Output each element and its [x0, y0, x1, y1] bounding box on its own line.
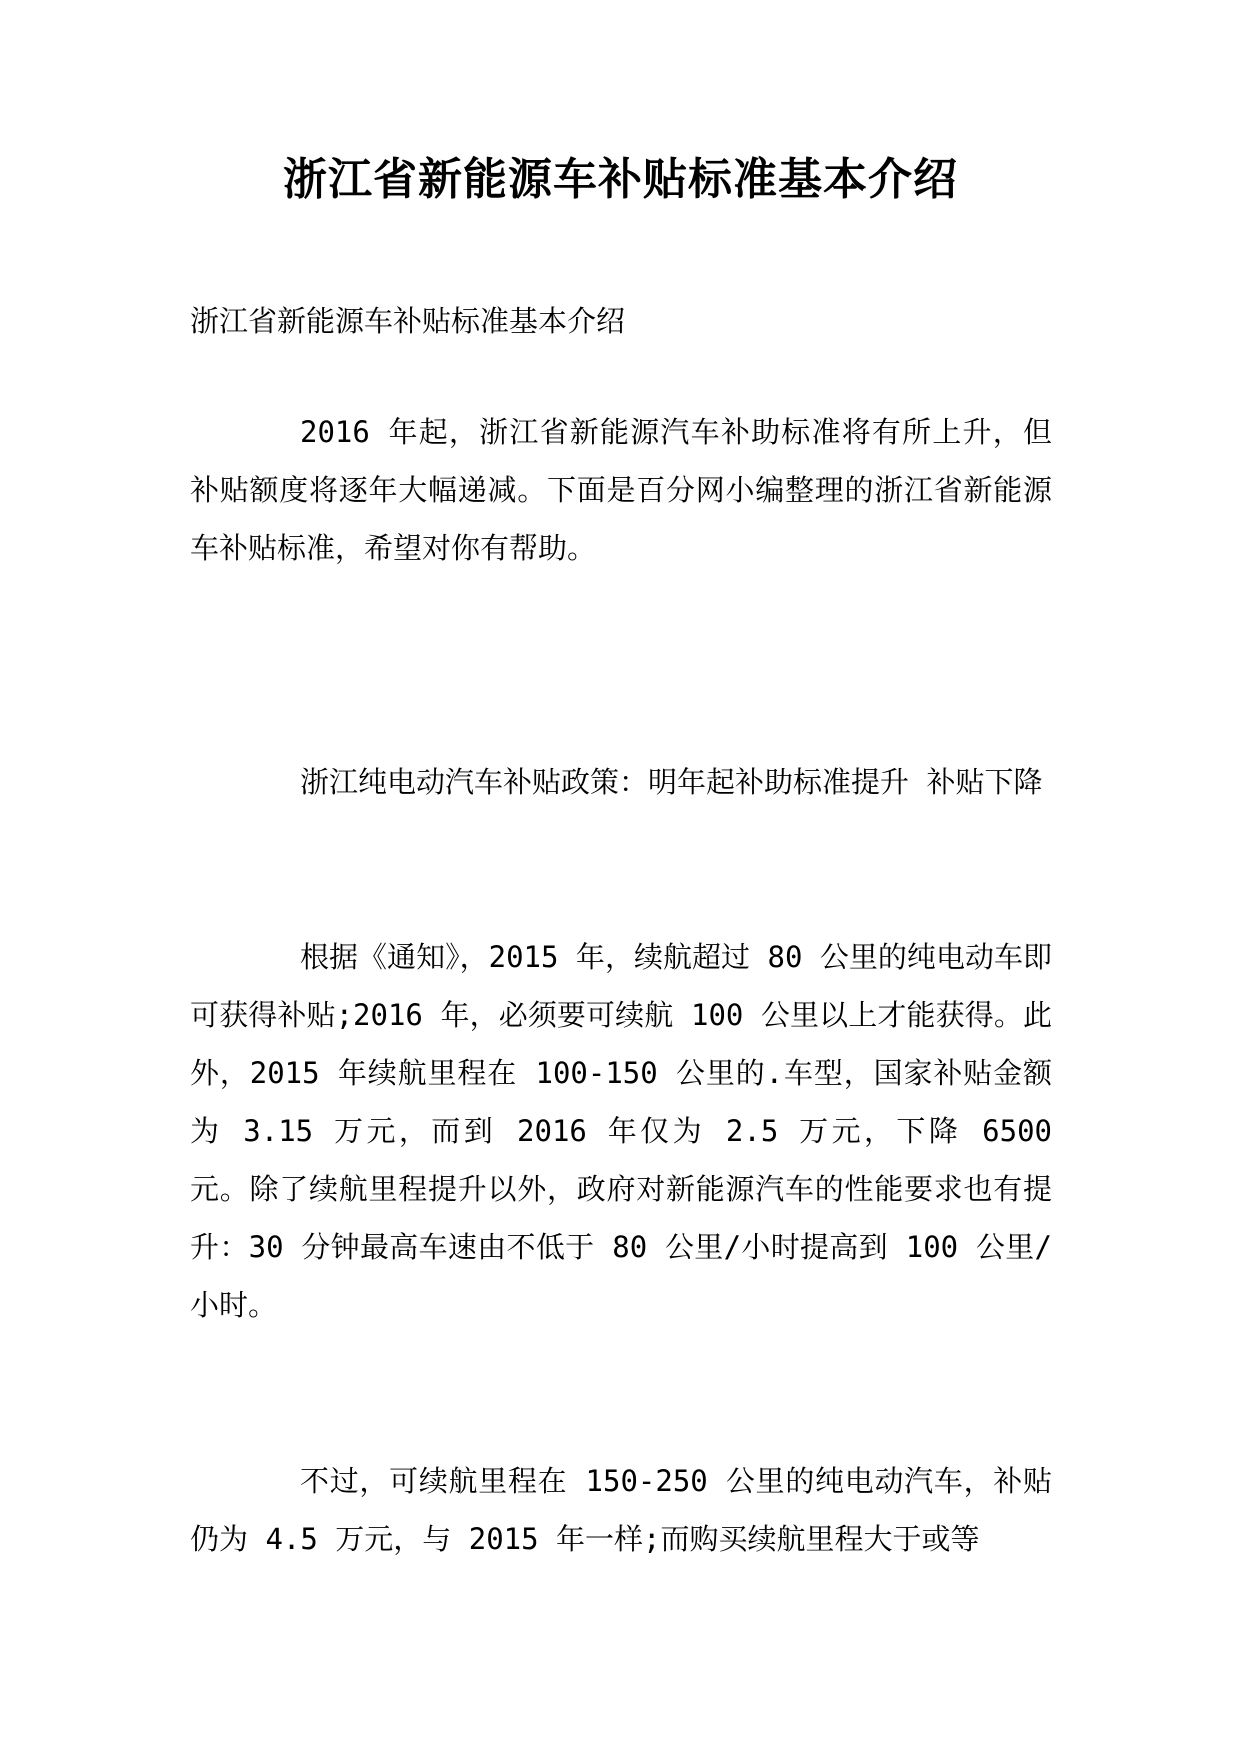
- section-heading-paragraph: 浙江纯电动汽车补贴政策：明年起补助标准提升 补贴下降: [300, 765, 1043, 799]
- body-paragraph: 不过，可续航里程在 150-250 公里的纯电动汽车，补贴仍为 4.5 万元，与 2015 年一样;而购买续航里程大于或等: [190, 1464, 1052, 1556]
- intro-paragraph: 2016 年起，浙江省新能源汽车补助标准将有所上升，但补贴额度将逐年大幅递减。下面是百分网小编整理的浙江省新能源车补贴标准，希望对你有帮助。: [190, 415, 1052, 565]
- body-paragraph: 根据《通知》，2015 年，续航超过 80 公里的纯电动车即可获得补贴;2016 年，必须要可续航 100 公里以上才能获得。此外，2015 年续航里程在 100-150 公里的.车型，国家补贴金额为 3.15 万元，而到 2016 年仅为 2.5 万元，下降 6500 元。除了续航里程提升以外，政府对新能源汽车的性能要求也有提升：30 分钟最高车速由不低于 80 公里/小时提高到 100 公里/小时。: [190, 940, 1052, 1322]
- document-title: 浙江省新能源车补贴标准基本介绍: [283, 154, 958, 205]
- document-subtitle: 浙江省新能源车补贴标准基本介绍: [190, 304, 626, 338]
